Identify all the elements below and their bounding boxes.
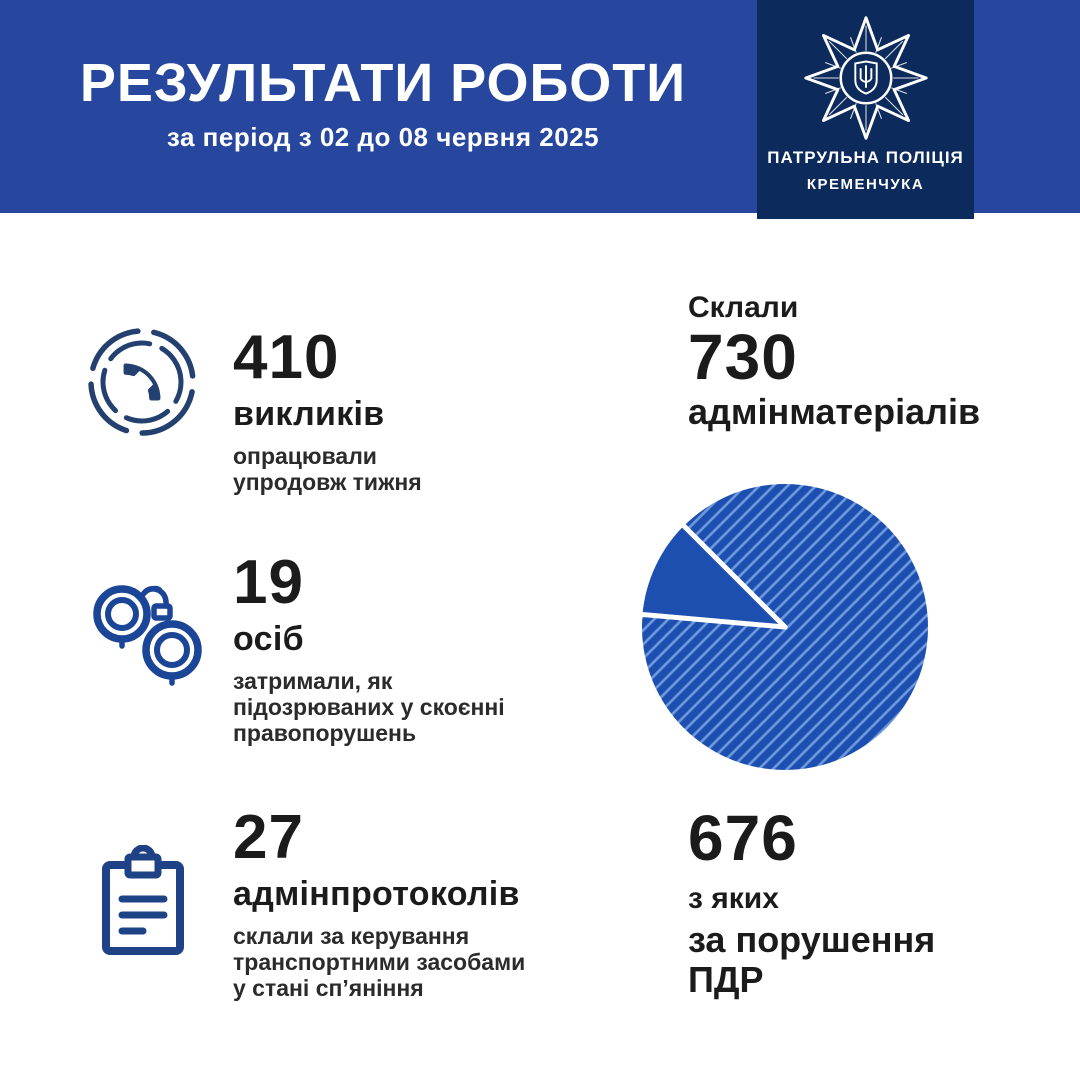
stat-protocols — [233, 803, 526, 1001]
traffic-violations-line2: за порушення — [688, 919, 936, 960]
admin-materials-label: адмінматеріалів — [688, 391, 981, 432]
stat-detained-desc: затримали, як підозрюваних у скоєнні правопорушень — [233, 668, 505, 746]
admin-materials-block — [688, 291, 980, 433]
police-logo-panel — [757, 0, 974, 219]
stat-detained-label: осіб — [233, 620, 304, 658]
stat-calls — [233, 323, 422, 495]
clipboard-icon — [98, 845, 188, 957]
stat-calls-label: викликів — [233, 395, 385, 433]
admin-materials-pie-chart — [635, 477, 935, 777]
traffic-violations-block — [688, 802, 936, 1000]
admin-materials-intro: Склали — [688, 291, 799, 324]
stat-protocols-label: адмінпротоколів — [233, 875, 520, 913]
stat-detained-value: 19 — [233, 548, 304, 617]
header-text — [58, 53, 708, 153]
trident-shield-icon — [855, 61, 876, 93]
traffic-violations-line1: з яких — [688, 882, 779, 915]
traffic-violations-value: 676 — [688, 802, 798, 874]
admin-materials-value: 730 — [688, 321, 798, 393]
police-star-icon — [798, 10, 934, 146]
traffic-violations-line3: ПДР — [688, 959, 764, 1000]
org-name: ПАТРУЛЬНА ПОЛІЦІЯ — [767, 148, 964, 167]
stat-protocols-desc: склали за керування транспортними засобами у стані сп’яніння — [233, 923, 526, 1001]
stat-calls-desc: опрацювали упродовж тижня — [233, 443, 422, 495]
handcuffs-icon — [80, 570, 216, 702]
header-band — [0, 0, 1080, 213]
phone-icon — [86, 326, 198, 438]
report-period: за період з 02 до 08 червня 2025 — [166, 122, 600, 152]
org-city: КРЕМЕНЧУКА — [806, 176, 925, 193]
stat-detained — [233, 548, 505, 746]
stat-protocols-value: 27 — [233, 803, 304, 872]
page-title: РЕЗУЛЬТАТИ РОБОТИ — [79, 53, 687, 113]
stat-calls-value: 410 — [233, 323, 340, 392]
